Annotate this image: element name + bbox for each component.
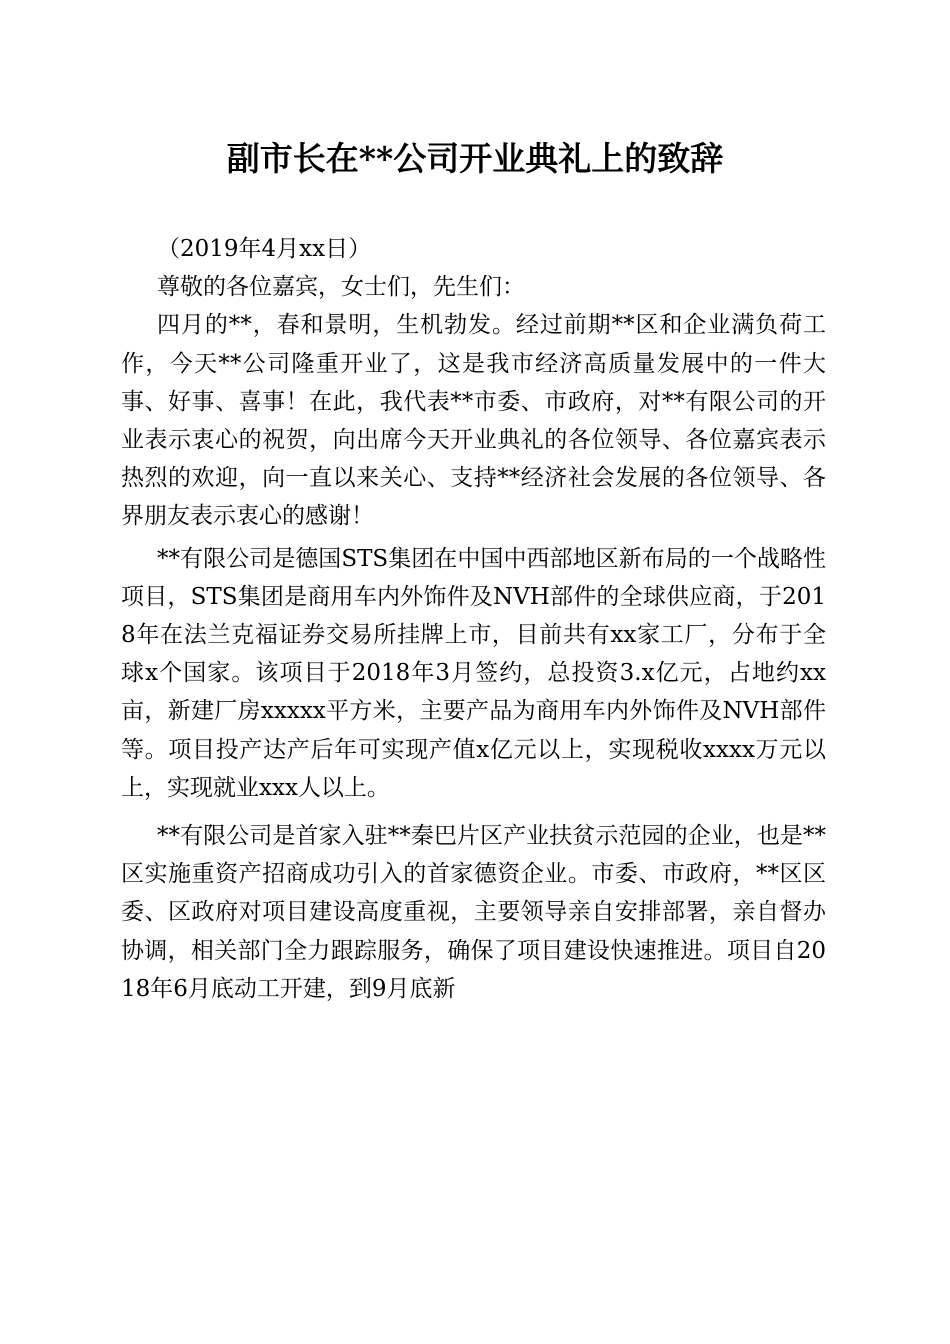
document-title: 副市长在**公司开业典礼上的致辞 — [226, 139, 724, 178]
salutation: 尊敬的各位嘉宾，女士们，先生们： — [157, 274, 525, 301]
paragraph-opening: 四月的**，春和景明，生机勃发。经过前期**区和企业满负荷工作，今天**公司隆重开业了，这是我市经济高质量发展中的一件大事、好事、喜事！在此，我代表**市委、市政府，对**有限公司的开业表示衷心的祝贺，向出席今天开业典礼的各位领导、各位嘉宾表示热烈的欢迎，向一直以来关心、支持**经济社会发展的各位领导、各界朋友表示衷心的感谢！ — [121, 312, 826, 530]
document-body — [121, 230, 826, 1008]
paragraph-project-intro: **有限公司是德国STS集团在中国中西部地区新布局的一个战略性项目，STS集团是商用车内外饰件及NVH部件的全球供应商，于2018年在法兰克福证券交易所挂牌上市，目前共有xx家工厂，分布于全球x个国家。该项目于2018年3月签约，总投资3.x亿元，占地约xx亩，新建厂房xxxxx平方米，主要产品为商用车内外饰件及NVH部件等。项目投产达产后年可实现产值x亿元以上，实现税收xxxx万元以上，实现就业xxx人以上。 — [121, 545, 826, 801]
paragraph-project-progress: **有限公司是首家入驻**秦巴片区产业扶贫示范园的企业，也是**区实施重资产招商成功引入的首家德资企业。市委、市政府，**区区委、区政府对项目建设高度重视，主要领导亲自安排部署，亲自督办协调，相关部门全力跟踪服务，确保了项目建设快速推进。项目自2018年6月底动工开建，到9月底新 — [121, 823, 826, 1002]
date-line: （2019年4月xx日） — [157, 236, 372, 262]
